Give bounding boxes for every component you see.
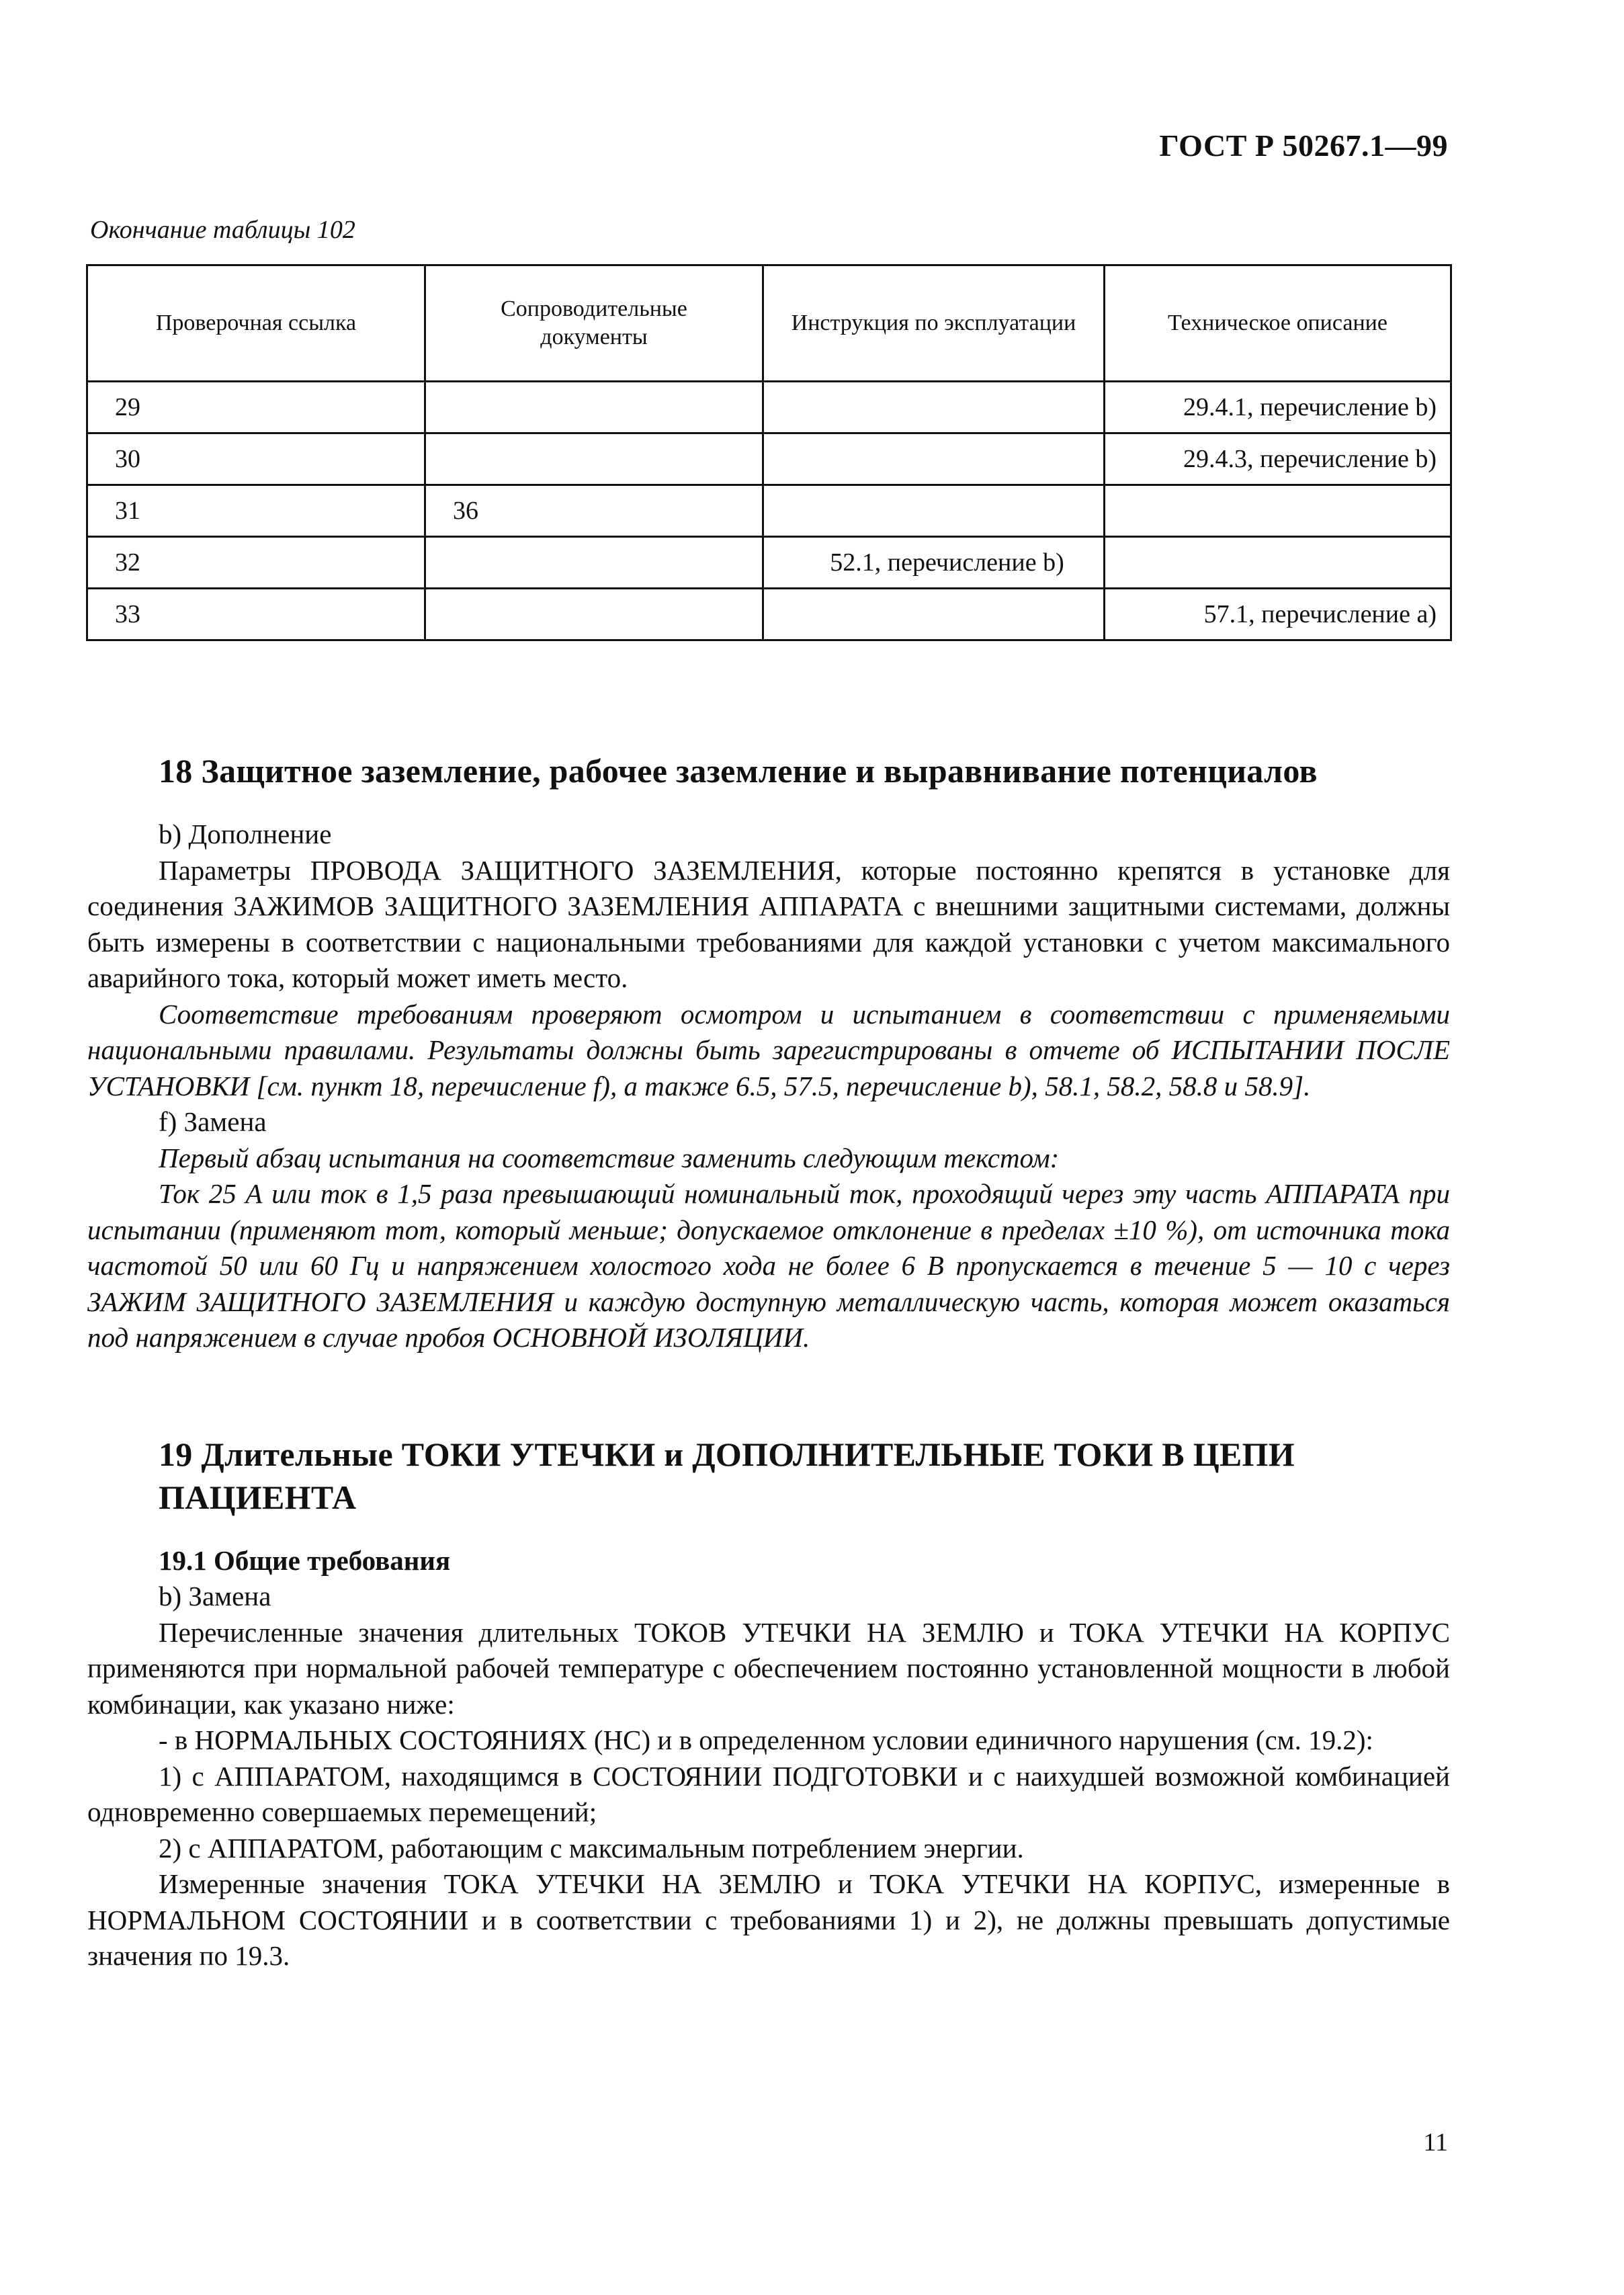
table-header-row xyxy=(87,265,1451,382)
cell-instructions xyxy=(763,485,1105,537)
section-18-replacement-intro: Первый абзац испытания на соответствие заменить следующим текстом: xyxy=(159,1142,1060,1173)
column-header-instructions: Инструкция по эксплуатации xyxy=(763,265,1105,382)
table-row xyxy=(87,382,1451,433)
section-18-compliance-paragraph: Соответствие требованиям проверяют осмотром и испытанием в соответствии с применяемыми национальными правилами. Результаты должны быть зарегистрированы в отчете об ИСПЫТАНИИ ПОСЛЕ УСТАНОВКИ [см. пункт 18, перечисление f), а также 6.5, 57.5, перечисление b), 58.1, 58.2, 58.8 и 58.9]. xyxy=(87,998,1450,1101)
column-header-reference: Проверочная ссылка xyxy=(87,265,425,382)
cell-reference: 30 xyxy=(87,433,425,485)
section-19-list-item: 2) с АППАРАТОМ, работающим с максимальным потреблением энергии. xyxy=(159,1832,1024,1864)
cell-documents xyxy=(425,382,763,433)
reference-table xyxy=(86,264,1452,641)
cell-reference: 32 xyxy=(87,537,425,589)
cell-description xyxy=(1105,537,1451,589)
section-18-paragraph: Параметры ПРОВОДА ЗАЩИТНОГО ЗАЗЕМЛЕНИЯ, которые постоянно крепятся в установке для соединения ЗАЖИМОВ ЗАЩИТНОГО ЗАЗЕМЛЕНИЯ АППАРАТА с внешними защитными системами, должны быть измерены в соответствии с национальными требованиями для каждой установки с учетом максимального аварийного тока, который может иметь место. xyxy=(87,854,1450,993)
cell-documents xyxy=(425,537,763,589)
table-row xyxy=(87,537,1451,589)
cell-description: 29.4.3, перечисление b) xyxy=(1105,433,1451,485)
table-row xyxy=(87,485,1451,537)
cell-instructions xyxy=(763,589,1105,640)
cell-reference: 33 xyxy=(87,589,425,640)
cell-description: 57.1, перечисление а) xyxy=(1105,589,1451,640)
table-caption: Окончание таблицы 102 xyxy=(90,216,355,244)
section-18-heading: 18 Защитное заземление, рабочее заземление и выравнивание потенциалов xyxy=(159,752,1318,790)
cell-description: 29.4.1, перечисление b) xyxy=(1105,382,1451,433)
section-19-list-item: 1) с АППАРАТОМ, находящимся в СОСТОЯНИИ ПОДГОТОВКИ и с наихудшей возможной комбинацией одновременно совершаемых перемещений; xyxy=(87,1760,1450,1827)
section-18-item-f-label: f) Замена xyxy=(159,1106,267,1137)
cell-instructions xyxy=(763,382,1105,433)
section-19-paragraph: Измеренные значения ТОКА УТЕЧКИ НА ЗЕМЛЮ и ТОКА УТЕЧКИ НА КОРПУС, измеренные в НОРМАЛЬНОМ СОСТОЯНИИ и в соответствии с требованиями 1) и 2), не должны превышать допустимые значения по 19.3. xyxy=(87,1868,1450,1971)
cell-documents xyxy=(425,433,763,485)
table-row xyxy=(87,433,1451,485)
section-19-heading: 19 Длительные ТОКИ УТЕЧКИ и ДОПОЛНИТЕЛЬНЫЕ ТОКИ В ЦЕПИ ПАЦИЕНТА xyxy=(159,1435,1295,1516)
section-19-1-subheading: 19.1 Общие требования xyxy=(159,1544,451,1576)
section-19-list-item: - в НОРМАЛЬНЫХ СОСТОЯНИЯХ (НС) и в определенном условии единичного нарушения (см. 19.2): xyxy=(159,1724,1373,1755)
table-row xyxy=(87,589,1451,640)
document-body xyxy=(87,749,1450,1974)
section-18-test-paragraph: Ток 25 А или ток в 1,5 раза превышающий номинальный ток, проходящий через эту часть АППАРАТА при испытании (применяют тот, который меньше; допускаемое отклонение в пределах ±10 %), от источника тока частотой 50 или 60 Гц и напряжением холостого хода не более 6 В пропускается в течение 5 — 10 с через ЗАЖИМ ЗАЩИТНОГО ЗАЗЕМЛЕНИЯ и каждую доступную металлическую часть, которая может оказаться под напряжением в случае пробоя ОСНОВНОЙ ИЗОЛЯЦИИ. xyxy=(87,1178,1450,1353)
cell-description xyxy=(1105,485,1451,537)
section-19-item-b-label: b) Замена xyxy=(159,1581,271,1612)
cell-reference: 31 xyxy=(87,485,425,537)
cell-instructions xyxy=(763,433,1105,485)
standard-number: ГОСТ Р 50267.1—99 xyxy=(1159,128,1448,163)
cell-reference: 29 xyxy=(87,382,425,433)
page-number: 11 xyxy=(1423,2128,1448,2157)
cell-instructions: 52.1, перечисление b) xyxy=(763,537,1105,589)
cell-documents: 36 xyxy=(425,485,763,537)
cell-documents xyxy=(425,589,763,640)
section-19-paragraph: Перечисленные значения длительных ТОКОВ УТЕЧКИ НА ЗЕМЛЮ и ТОКА УТЕЧКИ НА КОРПУС применяются при нормальной рабочей температуре с обеспечением постоянно установленной мощности в любой комбинации, как указано ниже: xyxy=(87,1616,1450,1720)
section-18-item-b-label: b) Дополнение xyxy=(159,819,332,849)
column-header-description: Техническое описание xyxy=(1105,265,1451,382)
column-header-documents: Сопроводительные документы xyxy=(425,265,763,382)
